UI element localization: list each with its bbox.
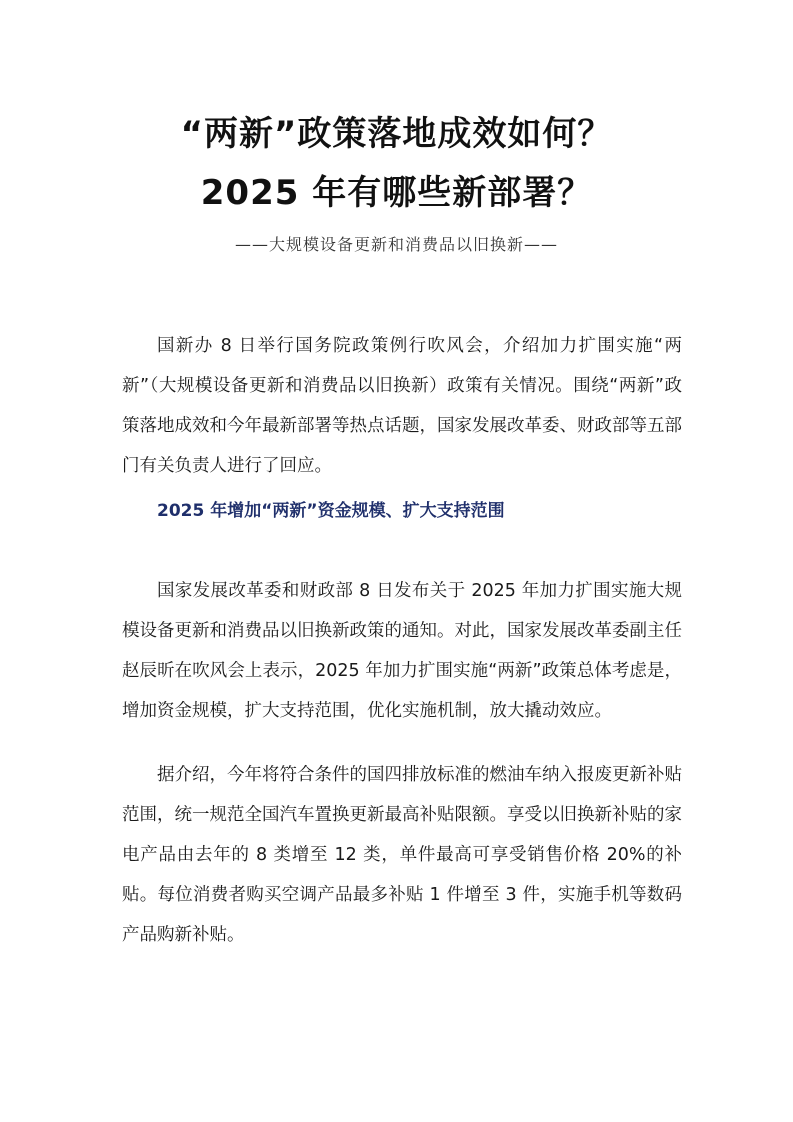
document-subtitle: ——大规模设备更新和消费品以旧换新—— (234, 235, 558, 254)
document-title-line-2: 2025 年有哪些新部署？ (200, 173, 593, 213)
section-heading: 2025 年增加“两新”资金规模、扩大支持范围 (157, 501, 505, 521)
document-title-line-1: “两新”政策落地成效如何？ (180, 114, 613, 154)
paragraph-notice: 国家发展改革委和财政部 8 日发布关于 2025 年加力扩围实施大规模设备更新和消费品以旧换新政策的通知。对此，国家发展改革委副主任赵辰昕在吹风会上表示，2025 年加力扩围实施“两新”政策总体考虑是，增加资金规模，扩大支持范围，优化实施机制，放大撬动效应。 (122, 580, 682, 721)
paragraph-intro: 国新办 8 日举行国务院政策例行吹风会，介绍加力扩围实施“两新”（大规模设备更新和消费品以旧换新）政策有关情况。围绕“两新”政策落地成效和今年最新部署等热点话题，国家发展改革委、财政部等五部门有关负责人进行了回应。 (122, 335, 682, 476)
paragraph-details: 据介绍，今年将符合条件的国四排放标准的燃油车纳入报废更新补贴范围，统一规范全国汽车置换更新最高补贴限额。享受以旧换新补贴的家电产品由去年的 8 类增至 12 类，单件最高可享受销售价格 20%的补贴。每位消费者购买空调产品最多补贴 1 件增至 3 件，实施手机等数码产品购新补贴。 (122, 764, 682, 945)
